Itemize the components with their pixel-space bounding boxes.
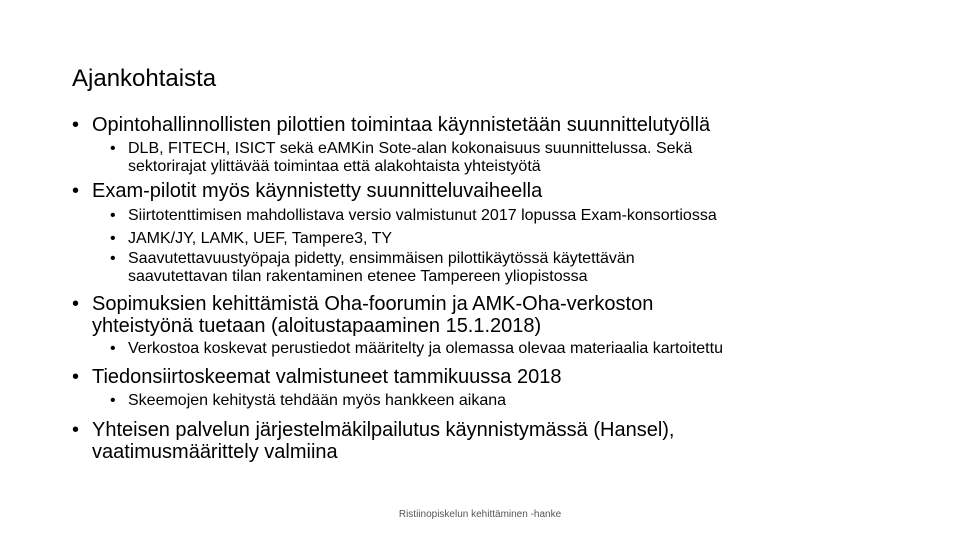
bullet-marker: • xyxy=(72,293,80,315)
slide-title: Ajankohtaista xyxy=(72,65,217,92)
sub-bullet-text-line: JAMK/JY, LAMK, UEF, Tampere3, TY xyxy=(128,230,393,247)
sub-bullet-marker: • xyxy=(110,392,116,409)
sub-bullet-marker: • xyxy=(110,207,116,224)
sub-bullet-marker: • xyxy=(110,230,116,247)
sub-bullet-item xyxy=(110,207,717,226)
sub-bullet-text-line: Verkostoa koskevat perustiedot määritelty ja olemassa olevaa materiaalia kartoitettu xyxy=(128,340,723,357)
bullet-text-line: vaatimusmäärittely valmiina xyxy=(92,441,338,463)
bullet-text-line: Yhteisen palvelun järjestelmäkilpailutus käynnistymässä (Hansel), xyxy=(92,419,675,441)
sub-bullet-text-line: saavutettavan tilan rakentaminen etenee Tampereen yliopistossa xyxy=(128,268,588,285)
sub-bullet-text-line: Skeemojen kehitystä tehdään myös hankkeen aikana xyxy=(128,392,507,409)
bullet-item xyxy=(72,366,562,389)
footer-text: Ristiinopiskelun kehittäminen -hanke xyxy=(398,509,562,520)
sub-bullet-item xyxy=(110,140,693,177)
sub-bullet-item xyxy=(110,230,393,249)
bullet-item xyxy=(72,180,543,203)
bullet-text-line: Opintohallinnollisten pilottien toimintaa käynnistetään suunnittelutyöllä xyxy=(92,114,711,136)
sub-bullet-text-line: Siirtotenttimisen mahdollistava versio valmistunut 2017 lopussa Exam-konsortiossa xyxy=(128,207,717,224)
sub-bullet-item xyxy=(110,340,723,359)
bullet-marker: • xyxy=(72,114,80,136)
bullet-item xyxy=(72,114,711,137)
sub-bullet-text-line: sektorirajat ylittävää toimintaa että alakohtaista yhteistyötä xyxy=(128,158,541,175)
sub-bullet-item xyxy=(110,392,507,411)
sub-bullet-item xyxy=(110,250,635,287)
bullet-text-line: Sopimuksien kehittämistä Oha-foorumin ja AMK-Oha-verkoston xyxy=(92,293,654,315)
bullet-marker: • xyxy=(72,180,80,202)
sub-bullet-marker: • xyxy=(110,250,116,267)
bullet-item xyxy=(72,419,675,464)
sub-bullet-text-line: DLB, FITECH, ISICT sekä eAMKin Sote-alan kokonaisuus suunnittelussa. Sekä xyxy=(128,140,693,157)
sub-bullet-text-line: Saavutettavuustyöpaja pidetty, ensimmäisen pilottikäytössä käytettävän xyxy=(128,250,635,267)
bullet-item xyxy=(72,293,654,338)
bullet-marker: • xyxy=(72,419,80,441)
bullet-text-line: Tiedonsiirtoskeemat valmistuneet tammikuussa 2018 xyxy=(92,366,562,388)
sub-bullet-marker: • xyxy=(110,340,116,357)
bullet-text-line: yhteistyönä tuetaan (aloitustapaaminen 15.1.2018) xyxy=(92,315,542,337)
bullet-text-line: Exam-pilotit myös käynnistetty suunnitteluvaiheella xyxy=(92,180,543,202)
sub-bullet-marker: • xyxy=(110,140,116,157)
bullet-marker: • xyxy=(72,366,80,388)
